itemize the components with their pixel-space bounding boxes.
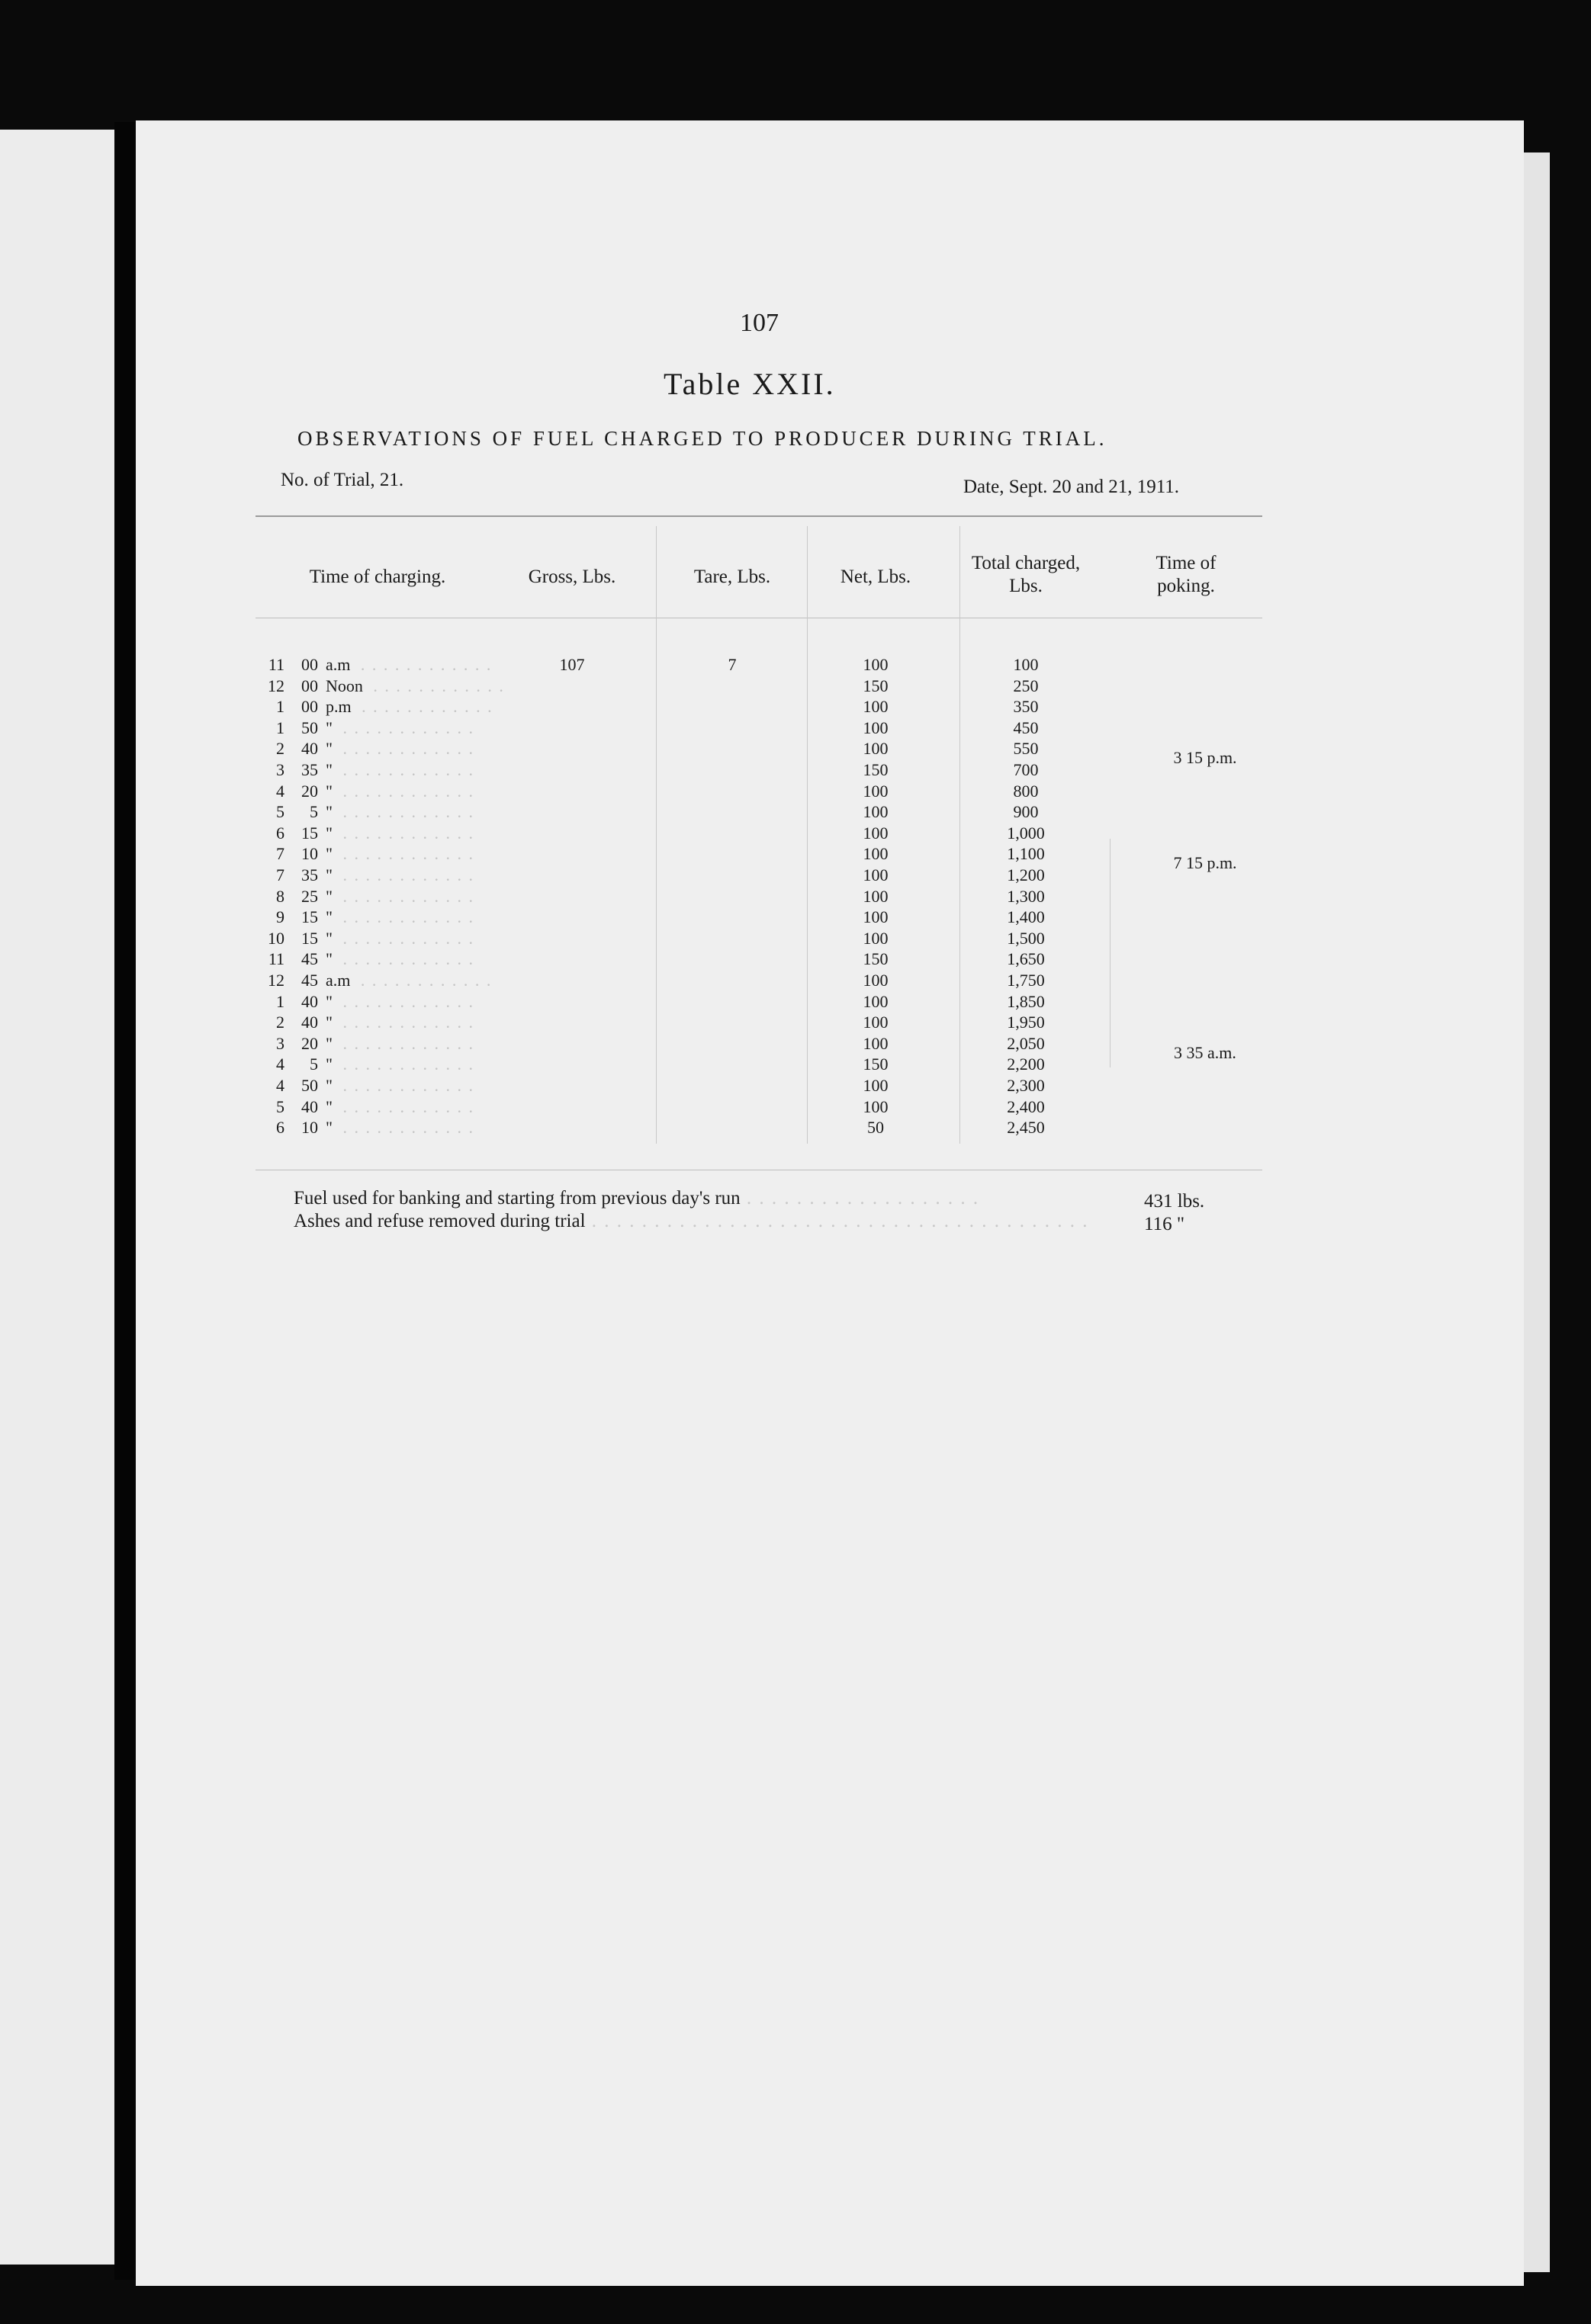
total-charged-cell: 550 xyxy=(1013,739,1039,759)
time-suffix: " xyxy=(326,886,333,906)
column-divider xyxy=(959,526,960,1144)
total-charged-cell: 2,300 xyxy=(1007,1076,1045,1095)
time-minute: 5 xyxy=(310,802,318,822)
time-suffix: " xyxy=(326,907,333,927)
time-hour: 5 xyxy=(276,802,284,822)
time-suffix: " xyxy=(326,1076,333,1095)
net-lbs-cell: 100 xyxy=(863,1096,889,1116)
net-lbs-cell: 100 xyxy=(863,1013,889,1032)
dot-leader: . . . . . . . . . . . . xyxy=(336,991,474,1011)
dot-leader: . . . . . . . . . . . . xyxy=(355,971,493,990)
dot-leader: . . . . . . . . . . . . xyxy=(336,802,474,822)
time-hour: 8 xyxy=(276,886,284,906)
time-minute: 40 xyxy=(301,1013,318,1032)
dot-leader: . . . . . . . . . . . . . . . . . . . xyxy=(740,1188,980,1209)
dot-leader: . . . . . . . . . . . . xyxy=(336,739,474,759)
time-of-charging-cell xyxy=(256,1096,576,1118)
net-lbs-cell: 100 xyxy=(863,1033,889,1053)
time-suffix: " xyxy=(326,1013,333,1032)
net-lbs-cell: 100 xyxy=(863,823,889,843)
time-hour: 4 xyxy=(276,1076,284,1095)
footer-ashes-value: 116 " xyxy=(1144,1214,1185,1234)
dot-leader: . . . . . . . . . . . . xyxy=(336,1054,474,1074)
time-hour: 7 xyxy=(276,844,284,864)
dot-leader: . . . . . . . . . . . . xyxy=(336,760,474,779)
total-charged-cell: 700 xyxy=(1013,760,1039,779)
time-hour: 1 xyxy=(276,991,284,1011)
header-time: Time of charging. xyxy=(309,567,446,587)
time-hour: 11 xyxy=(268,655,284,674)
dot-leader: . . . . . . . . . . . . xyxy=(336,823,474,843)
dot-leader: . . . . . . . . . . . . xyxy=(336,1033,474,1053)
time-minute: 20 xyxy=(301,781,318,801)
time-suffix: " xyxy=(326,1033,333,1053)
time-suffix: " xyxy=(326,844,333,864)
net-lbs-cell: 150 xyxy=(863,949,889,969)
time-of-charging-cell xyxy=(256,781,576,802)
dot-leader: . . . . . . . . . . . . xyxy=(336,1118,474,1138)
net-lbs-cell: 150 xyxy=(863,676,889,695)
time-hour: 2 xyxy=(276,1013,284,1032)
time-hour: 11 xyxy=(268,949,284,969)
time-of-charging-cell xyxy=(256,738,576,759)
time-of-charging-cell xyxy=(256,1033,576,1054)
footer-banking xyxy=(294,1188,979,1209)
net-lbs-cell: 100 xyxy=(863,739,889,759)
time-of-charging-cell xyxy=(256,1012,576,1033)
time-minute: 40 xyxy=(301,739,318,759)
time-suffix: a.m xyxy=(326,971,351,990)
time-minute: 50 xyxy=(301,1076,318,1095)
header-gross: Gross, Lbs. xyxy=(528,567,616,587)
dot-leader: . . . . . . . . . . . . xyxy=(367,676,505,695)
time-hour: 2 xyxy=(276,739,284,759)
dot-leader: . . . . . . . . . . . . xyxy=(336,717,474,737)
time-hour: 5 xyxy=(276,1096,284,1116)
time-minute: 15 xyxy=(301,928,318,948)
time-of-charging-cell xyxy=(256,654,576,676)
time-hour: 7 xyxy=(276,865,284,884)
total-charged-cell: 100 xyxy=(1013,655,1039,674)
net-lbs-cell: 100 xyxy=(863,991,889,1011)
time-suffix: p.m xyxy=(326,697,352,717)
net-lbs-cell: 150 xyxy=(863,760,889,779)
time-hour: 12 xyxy=(268,676,284,695)
net-lbs-cell: 100 xyxy=(863,907,889,927)
time-minute: 00 xyxy=(301,697,318,717)
total-charged-cell: 1,000 xyxy=(1007,823,1045,843)
gross-lbs-cell: 107 xyxy=(559,655,585,674)
time-suffix: " xyxy=(326,717,333,737)
time-of-charging-cell xyxy=(256,1075,576,1096)
dot-leader: . . . . . . . . . . . . xyxy=(336,949,474,969)
time-hour: 1 xyxy=(276,717,284,737)
time-suffix: " xyxy=(326,991,333,1011)
column-divider xyxy=(807,526,808,1144)
time-minute: 00 xyxy=(301,676,318,695)
time-suffix: " xyxy=(326,823,333,843)
header-total: Total charged, Lbs. xyxy=(971,553,1081,596)
dot-leader: . . . . . . . . . . . . xyxy=(336,1096,474,1116)
dot-leader: . . . . . . . . . . . . xyxy=(355,655,493,674)
time-minute: 10 xyxy=(301,844,318,864)
time-of-poking-cell: 7 15 p.m. xyxy=(1173,853,1237,873)
total-charged-cell: 900 xyxy=(1013,802,1039,822)
time-hour: 6 xyxy=(276,1118,284,1138)
total-charged-cell: 1,500 xyxy=(1007,928,1045,948)
header-top-rule xyxy=(256,515,1262,517)
total-charged-cell: 1,200 xyxy=(1007,865,1045,884)
facing-page-edge xyxy=(0,130,114,2265)
footer-banking-label: Fuel used for banking and starting from previous day's run xyxy=(294,1188,741,1209)
net-lbs-cell: 100 xyxy=(863,971,889,990)
time-minute: 5 xyxy=(310,1054,318,1074)
time-of-poking-cell: 3 35 a.m. xyxy=(1174,1042,1236,1062)
time-of-charging-cell xyxy=(256,928,576,949)
time-suffix: " xyxy=(326,928,333,948)
net-lbs-cell: 100 xyxy=(863,697,889,717)
total-charged-cell: 1,850 xyxy=(1007,991,1045,1011)
page-number: 107 xyxy=(740,309,779,337)
time-minute: 35 xyxy=(301,760,318,779)
dot-leader: . . . . . . . . . . . . . . . . . . . . . . . . . . . . . . . . . . . . . . . . xyxy=(585,1211,1089,1231)
total-charged-cell: 350 xyxy=(1013,697,1039,717)
total-charged-cell: 1,650 xyxy=(1007,949,1045,969)
time-hour: 4 xyxy=(276,1054,284,1074)
time-of-charging-cell xyxy=(256,676,576,697)
header-net: Net, Lbs. xyxy=(840,567,911,587)
total-charged-cell: 450 xyxy=(1013,717,1039,737)
time-of-charging-cell xyxy=(256,907,576,928)
time-suffix: a.m xyxy=(326,655,351,674)
table-title: Table XXII. xyxy=(664,367,836,401)
time-of-charging-cell xyxy=(256,801,576,823)
time-of-charging-cell xyxy=(256,865,576,886)
dot-leader: . . . . . . . . . . . . xyxy=(336,907,474,927)
net-lbs-cell: 150 xyxy=(863,1054,889,1074)
total-charged-cell: 2,200 xyxy=(1007,1054,1045,1074)
dot-leader: . . . . . . . . . . . . xyxy=(355,697,493,717)
time-minute: 45 xyxy=(301,949,318,969)
dot-leader: . . . . . . . . . . . . xyxy=(336,865,474,884)
time-suffix: " xyxy=(326,739,333,759)
header-poking: Time of poking. xyxy=(1155,553,1217,596)
time-hour: 9 xyxy=(276,907,284,927)
time-of-charging-cell xyxy=(256,1117,576,1138)
time-minute: 50 xyxy=(301,717,318,737)
net-lbs-cell: 100 xyxy=(863,844,889,864)
total-charged-cell: 1,750 xyxy=(1007,971,1045,990)
total-charged-cell: 1,950 xyxy=(1007,1013,1045,1032)
footer-banking-value: 431 lbs. xyxy=(1144,1191,1205,1212)
time-of-poking-cell: 3 15 p.m. xyxy=(1173,748,1237,768)
trial-number: No. of Trial, 21. xyxy=(281,470,404,490)
dot-leader: . . . . . . . . . . . . xyxy=(336,886,474,906)
time-of-charging-cell xyxy=(256,696,576,717)
table-subtitle: OBSERVATIONS OF FUEL CHARGED TO PRODUCER DURING TRIAL. xyxy=(297,427,1107,450)
time-suffix: " xyxy=(326,760,333,779)
book-gutter xyxy=(114,122,136,2280)
time-hour: 10 xyxy=(268,928,284,948)
dot-leader: . . . . . . . . . . . . xyxy=(336,781,474,801)
time-suffix: " xyxy=(326,802,333,822)
time-of-charging-cell xyxy=(256,823,576,844)
net-lbs-cell: 100 xyxy=(863,1076,889,1095)
time-suffix: " xyxy=(326,1054,333,1074)
time-suffix: " xyxy=(326,865,333,884)
time-suffix: " xyxy=(326,949,333,969)
trial-date: Date, Sept. 20 and 21, 1911. xyxy=(963,477,1180,497)
time-of-charging-cell xyxy=(256,717,576,739)
net-lbs-cell: 100 xyxy=(863,865,889,884)
time-minute: 10 xyxy=(301,1118,318,1138)
time-of-charging-cell xyxy=(256,1054,576,1075)
time-suffix: " xyxy=(326,1096,333,1116)
time-minute: 15 xyxy=(301,907,318,927)
time-of-charging-cell xyxy=(256,970,576,991)
total-charged-cell: 1,400 xyxy=(1007,907,1045,927)
time-of-charging-cell xyxy=(256,949,576,970)
time-hour: 1 xyxy=(276,697,284,717)
column-divider xyxy=(656,526,657,1144)
time-minute: 35 xyxy=(301,865,318,884)
net-lbs-cell: 100 xyxy=(863,886,889,906)
time-minute: 20 xyxy=(301,1033,318,1053)
time-minute: 40 xyxy=(301,1096,318,1116)
time-suffix: " xyxy=(326,1118,333,1138)
time-of-charging-cell xyxy=(256,886,576,907)
time-hour: 3 xyxy=(276,760,284,779)
total-charged-cell: 2,450 xyxy=(1007,1118,1045,1138)
total-charged-cell: 1,100 xyxy=(1007,844,1045,864)
net-lbs-cell: 100 xyxy=(863,928,889,948)
net-lbs-cell: 100 xyxy=(863,655,889,674)
time-suffix: " xyxy=(326,781,333,801)
net-lbs-cell: 100 xyxy=(863,781,889,801)
time-hour: 12 xyxy=(268,971,284,990)
net-lbs-cell: 100 xyxy=(863,802,889,822)
time-minute: 25 xyxy=(301,886,318,906)
total-charged-cell: 800 xyxy=(1013,781,1039,801)
time-hour: 6 xyxy=(276,823,284,843)
time-of-charging-cell xyxy=(256,843,576,865)
time-minute: 00 xyxy=(301,655,318,674)
header-tare: Tare, Lbs. xyxy=(693,567,771,587)
time-minute: 45 xyxy=(301,971,318,990)
tare-lbs-cell: 7 xyxy=(728,655,737,674)
total-charged-cell: 2,050 xyxy=(1007,1033,1045,1053)
time-minute: 40 xyxy=(301,991,318,1011)
time-minute: 15 xyxy=(301,823,318,843)
total-charged-cell: 1,300 xyxy=(1007,886,1045,906)
dot-leader: . . . . . . . . . . . . xyxy=(336,1076,474,1095)
time-of-charging-cell xyxy=(256,991,576,1013)
time-of-charging-cell xyxy=(256,759,576,781)
dot-leader: . . . . . . . . . . . . xyxy=(336,928,474,948)
dot-leader: . . . . . . . . . . . . xyxy=(336,1013,474,1032)
time-hour: 3 xyxy=(276,1033,284,1053)
time-suffix: Noon xyxy=(326,676,363,695)
time-hour: 4 xyxy=(276,781,284,801)
dot-leader: . . . . . . . . . . . . xyxy=(336,844,474,864)
net-lbs-cell: 100 xyxy=(863,717,889,737)
net-lbs-cell: 50 xyxy=(867,1118,884,1138)
total-charged-cell: 2,400 xyxy=(1007,1096,1045,1116)
footer-ashes-label: Ashes and refuse removed during trial xyxy=(294,1211,586,1231)
total-charged-cell: 250 xyxy=(1013,676,1039,695)
footer-ashes xyxy=(294,1211,1089,1232)
